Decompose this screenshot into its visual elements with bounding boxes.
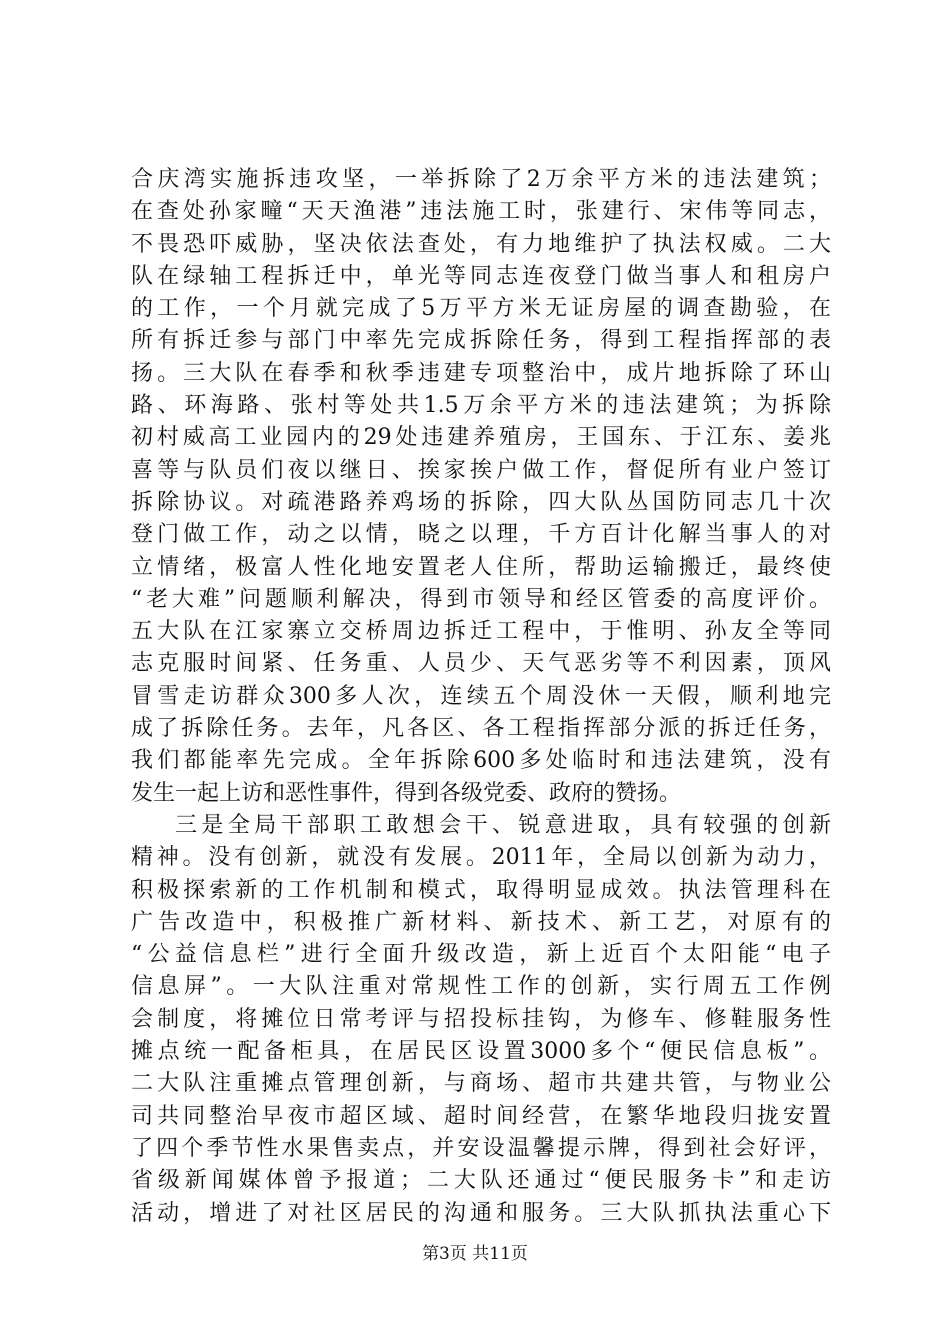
text-line: 我们都能率先完成。全年拆除600多处临时和违法建筑，没有 [131, 748, 831, 774]
text-line: 扬。三大队在春季和秋季违建专项整治中，成片地拆除了环山 [131, 360, 831, 386]
text-line: 二大队注重摊点管理创新，与商场、超市共建共管，与物业公 [131, 1071, 831, 1097]
text-line: 成了拆除任务。去年，凡各区、各工程指挥部分派的拆迁任务， [131, 716, 831, 742]
text-line: 合庆湾实施拆违攻坚，一举拆除了2万余平方米的违法建筑； [131, 167, 831, 192]
text-line: 省级新闻媒体曾予报道；二大队还通过“便民服务卡”和走访 [131, 1168, 831, 1194]
text-line: 路、环海路、张村等处共1.5万余平方米的违法建筑；为拆除 [131, 393, 831, 419]
text-line: 了四个季节性水果售卖点，并安设温馨提示牌，得到社会好评， [131, 1135, 831, 1161]
text-line: 的工作，一个月就完成了5万平方米无证房屋的调查勘验，在 [131, 296, 831, 322]
text-line: 在查处孙家疃“天天渔港”违法施工时，张建行、宋伟等同志， [131, 199, 831, 225]
text-line: 活动，增进了对社区居民的沟通和服务。三大队抓执法重心下 [131, 1200, 831, 1226]
text-line: 初村威高工业园内的29处违建养殖房，王国东、于江东、姜兆 [131, 425, 831, 451]
text-line: 五大队在江家寨立交桥周边拆迁工程中，于惟明、孙友全等同 [131, 619, 831, 645]
text-line: 拆除协议。对疏港路养鸡场的拆除，四大队丛国防同志几十次 [131, 489, 831, 515]
text-line: 摊点统一配备柜具，在居民区设置3000多个“便民信息板”。 [131, 1039, 831, 1065]
text-line: 喜等与队员们夜以继日、挨家挨户做工作，督促所有业户签订 [131, 457, 831, 483]
text-line: 队在绿轴工程拆迁中，单光等同志连夜登门做当事人和租房户 [131, 263, 831, 289]
text-line-paragraph-end: 发生一起上访和恶性事件，得到各级党委、政府的赞扬。 [131, 780, 682, 806]
text-line: 所有拆迁参与部门中率先完成拆除任务，得到工程指挥部的表 [131, 328, 831, 354]
text-line: 广告改造中，积极推广新材料、新技术、新工艺，对原有的 [131, 909, 831, 935]
text-line: 立情绪，极富人性化地安置老人住所，帮助运输搬迁，最终使 [131, 554, 831, 580]
text-line: “公益信息栏”进行全面升级改造，新上近百个太阳能“电子 [131, 942, 831, 968]
page-footer [0, 1243, 950, 1265]
text-line: 志克服时间紧、任务重、人员少、天气恶劣等不利因素，顶风 [131, 651, 831, 677]
page-number-label: 第3页 共11页 [422, 1244, 528, 1264]
text-line: 信息屏”。一大队注重对常规性工作的创新，实行周五工作例 [131, 974, 831, 1000]
text-line: 积极探索新的工作机制和模式，取得明显成效。执法管理科在 [131, 877, 831, 903]
text-line: 精神。没有创新，就没有发展。2011年，全局以创新为动力， [131, 845, 831, 871]
text-line-paragraph-start: 三是全局干部职工敢想会干、锐意进取，具有较强的创新 [175, 812, 831, 838]
text-line: 冒雪走访群众300多人次，连续五个周没休一天假，顺利地完 [131, 683, 831, 709]
text-line: 会制度，将摊位日常考评与招投标挂钩，为修车、修鞋服务性 [131, 1006, 831, 1032]
text-line: 不畏恐吓威胁，坚决依法查处，有力地维护了执法权威。二大 [131, 231, 831, 257]
document-body [131, 164, 831, 1230]
text-line: 登门做工作，动之以情，晓之以理，千方百计化解当事人的对 [131, 522, 831, 548]
text-line: 司共同整治早夜市超区域、超时间经营，在繁华地段归拢安置 [131, 1103, 831, 1129]
text-line: “老大难”问题顺利解决，得到市领导和经区管委的高度评价。 [131, 586, 831, 612]
